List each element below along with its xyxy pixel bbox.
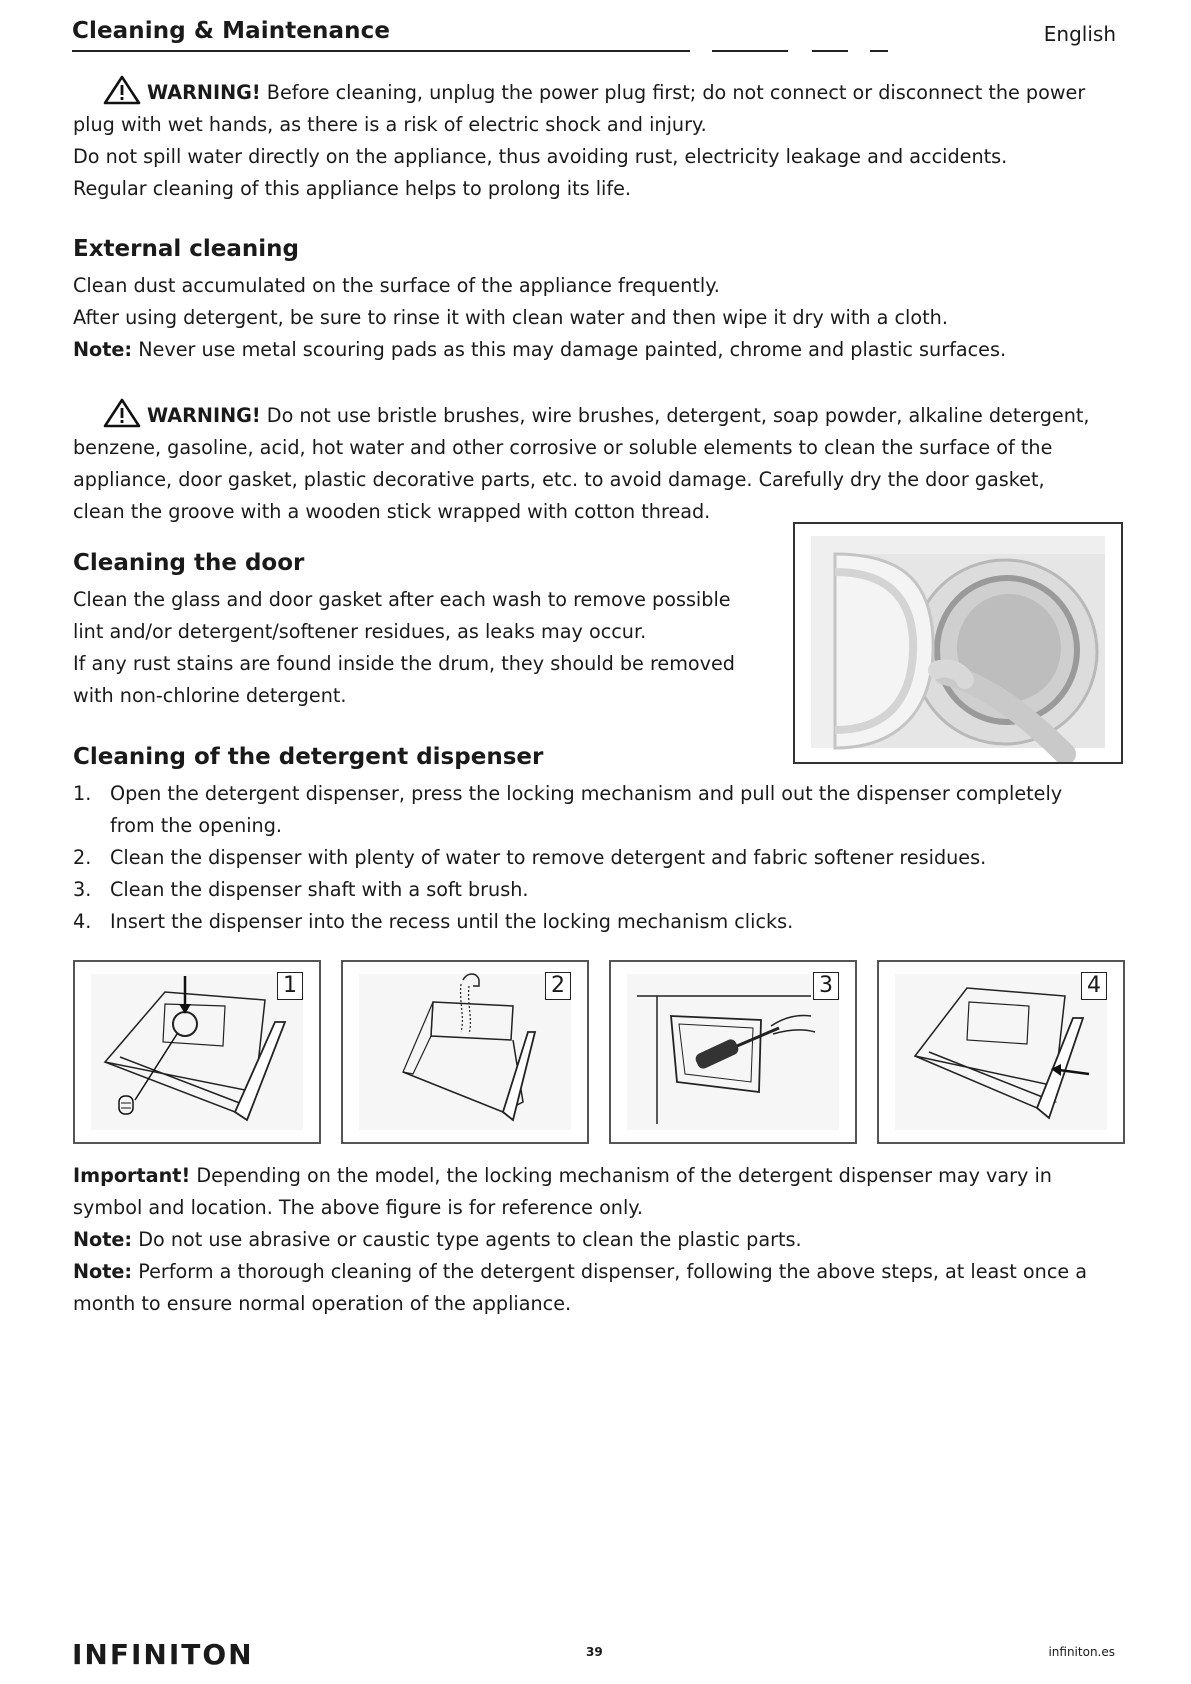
- step-figure-4: [877, 960, 1125, 1144]
- body-text: Clean dust accumulated on the surface of the appliance frequently.: [73, 274, 720, 297]
- note-text: Never use metal scouring pads as this may damage painted, chrome and plastic surfaces.: [138, 338, 1007, 361]
- warning-text: appliance, door gasket, plastic decorative parts, etc. to avoid damage. Carefully dry the door gasket,: [73, 468, 1045, 491]
- warning-text: Before cleaning, unplug the power plug first; do not connect or disconnect the power: [266, 81, 1086, 104]
- step-number-badge: 4: [1081, 972, 1107, 1000]
- door-cleaning-image: [793, 522, 1123, 764]
- warning-text: clean the groove with a wooden stick wrapped with cotton thread.: [73, 500, 711, 523]
- step-number: 3.: [73, 878, 92, 901]
- warning-block-power: [73, 75, 1085, 205]
- notes-block: [73, 1160, 1087, 1320]
- body-text: If any rust stains are found inside the drum, they should be removed: [73, 652, 735, 675]
- step-text: Clean the dispenser with plenty of water to remove detergent and fabric softener residues.: [110, 846, 987, 869]
- step-number-badge: 2: [545, 972, 571, 1000]
- page-title: Cleaning & Maintenance: [72, 18, 391, 44]
- door-cleaning-text: [73, 584, 735, 712]
- warning-label: WARNING!: [147, 81, 261, 104]
- body-text: Do not spill water directly on the appliance, thus avoiding rust, electricity leakage and accidents.: [73, 145, 1008, 168]
- step-figure-2: [341, 960, 589, 1144]
- warning-block-brushes: [73, 398, 1089, 528]
- warning-label: WARNING!: [147, 404, 261, 427]
- list-item: [73, 842, 1062, 874]
- important-label: Important!: [73, 1164, 191, 1187]
- warning-triangle-icon: [103, 75, 141, 105]
- body-text: Regular cleaning of this appliance helps to prolong its life.: [73, 177, 632, 200]
- body-text: with non-chlorine detergent.: [73, 684, 347, 707]
- warning-triangle-icon: [103, 398, 141, 428]
- step-text: Clean the dispenser shaft with a soft brush.: [110, 878, 529, 901]
- warning-text: plug with wet hands, as there is a risk of electric shock and injury.: [73, 113, 707, 136]
- note-label: Note:: [73, 1260, 133, 1283]
- step-number: 2.: [73, 846, 92, 869]
- header-rule-dash: [812, 50, 848, 52]
- brand-logo: INFINITON: [72, 1638, 254, 1671]
- external-cleaning-text: [73, 270, 1006, 366]
- note-text: Perform a thorough cleaning of the detergent dispenser, following the above steps, at least once a: [138, 1260, 1088, 1283]
- step-text: from the opening.: [110, 814, 282, 837]
- note-label: Note:: [73, 338, 133, 361]
- step-figure-1: [73, 960, 321, 1144]
- important-text: symbol and location. The above figure is for reference only.: [73, 1196, 644, 1219]
- warning-text: benzene, gasoline, acid, hot water and other corrosive or soluble elements to clean the surface of the: [73, 436, 1053, 459]
- step-number: 4.: [73, 910, 92, 933]
- section-heading-detergent-dispenser: Cleaning of the detergent dispenser: [73, 744, 544, 770]
- step-number: 1.: [73, 782, 92, 805]
- step-figure-3: [609, 960, 857, 1144]
- list-item: [73, 778, 1062, 842]
- website-url: infiniton.es: [1048, 1645, 1115, 1659]
- body-text: lint and/or detergent/softener residues, as leaks may occur.: [73, 620, 647, 643]
- step-number-badge: 1: [277, 972, 303, 1000]
- header-rule-dash: [712, 50, 788, 52]
- body-text: Clean the glass and door gasket after each wash to remove possible: [73, 588, 731, 611]
- section-heading-cleaning-door: Cleaning the door: [73, 550, 305, 576]
- body-text: After using detergent, be sure to rinse it with clean water and then wipe it dry with a cloth.: [73, 306, 948, 329]
- step-number-badge: 3: [813, 972, 839, 1000]
- list-item: [73, 874, 1062, 906]
- section-heading-external-cleaning: External cleaning: [73, 236, 300, 262]
- dispenser-steps-list: [73, 778, 1062, 938]
- warning-text: Do not use bristle brushes, wire brushes, detergent, soap powder, alkaline detergent,: [266, 404, 1090, 427]
- page-number: 39: [586, 1645, 603, 1659]
- step-text: Insert the dispenser into the recess until the locking mechanism clicks.: [110, 910, 794, 933]
- header-rule: [72, 50, 690, 52]
- door-gasket-illustration: [795, 524, 1121, 762]
- step-text: Open the detergent dispenser, press the locking mechanism and pull out the dispenser completely: [110, 782, 1063, 805]
- note-text: Do not use abrasive or caustic type agents to clean the plastic parts.: [138, 1228, 802, 1251]
- header-rule-dash: [870, 50, 888, 52]
- list-item: [73, 906, 1062, 938]
- important-text: Depending on the model, the locking mechanism of the detergent dispenser may vary in: [196, 1164, 1052, 1187]
- language-label: English: [1043, 22, 1116, 46]
- note-text: month to ensure normal operation of the appliance.: [73, 1292, 572, 1315]
- note-label: Note:: [73, 1228, 133, 1251]
